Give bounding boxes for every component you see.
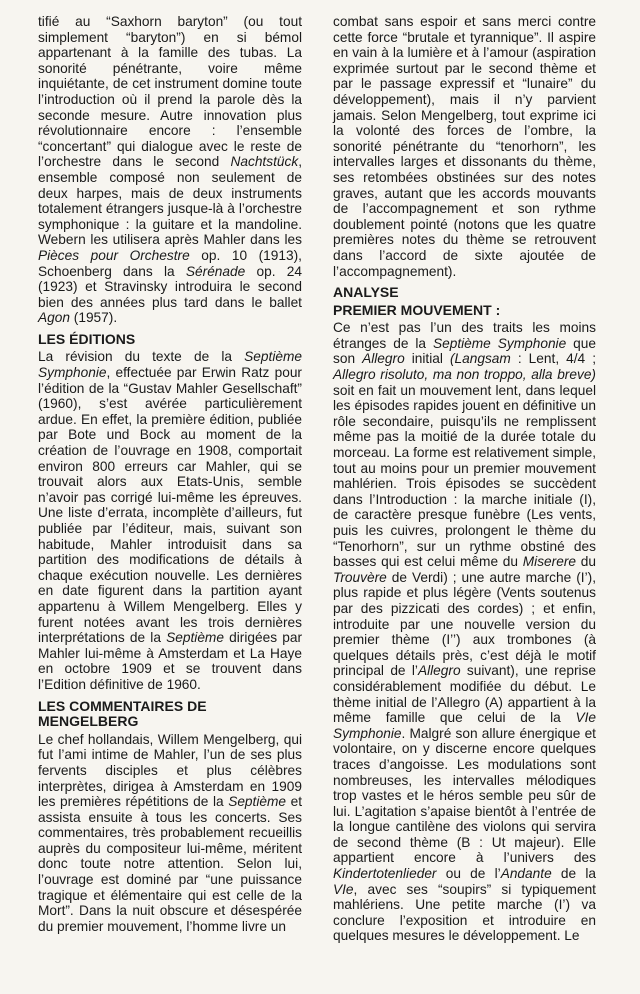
paragraph-editions: La révision du texte de la Septième Symphonie, effectuée par Erwin Ratz pour l’édition de la “Gustav Mahler Gesellschaft” (1960), s’est avérée particulièrement ardue. En effet, la première édition, publiée par Bote und Bock au moment de la création de l’ouvrage en 1908, comportait environ 800 erreurs car Mahler, qui se trouvait alors aux Etats-Unis, semble n’avoir pas corrigé lui-même les épreuves. Une liste d’errata, incomplète d’ailleurs, fut publiée par l’éditeur, mais, suivant son habitude, Mahler introduisit dans sa partition des modifications de détails à chaque exécution nouvelle. Les dernières en date figurent dans la partition ayant appartenu à Willem Mengelberg. Elles y furent notées avant les trois dernières interprétations de la Septième dirigées par Mahler lui-même à Amsterdam et La Haye en octobre 1909 et se trouvent dans l’Edition définitive de 1960. [38, 349, 302, 692]
heading-commentaires: LES COMMENTAIRES DE MENGELBERG [38, 697, 207, 730]
paragraph-premier-mouvement: Ce n’est pas l’un des traits les moins étranges de la Septième Symphonie que son Allegro initial (Langsam : Lent, 4/4 ; Allegro risoluto, ma non troppo, alla breve) soit en fait un mouvement lent, dans lequel les épisodes rapides jouent en définitive un rôle secondaire, puisqu’ils ne remplissent même pas la moitié de la durée totale du morceau. La forme est relativement simple, tout au moins pour un premier mouvement mahlérien. Trois épisodes se succèdent dans l’Introduction : la marche initiale (I), de caractère presque funèbre (Les vents, puis les cuivres, prolongent le thème du “Tenorhorn”, sur un rythme obstiné des basses qui est celui même du Miserere du Trouvère de Verdi) ; une autre marche (I’), plus rapide et plus légère (Vents soutenus par des pizzicati des cordes) ; et enfin, introduite par une nouvelle version du premier thème (I’’) aux trombones (à quelques détails près, c’est déjà le motif principal de l’Allegro suivant), une reprise considérablement modifiée du début. Le thème initial de l’Allegro (A) appartient à la même famille que celui de la VIe Symphonie. Malgré son allure énergique et volontaire, on y discerne encore quelques traces d’angoisse. Les modulations sont nombreuses, les intervalles mélodiques trop vastes et le héros semble peu sûr de lui. L’agitation s’apaise bientôt à l’entrée de la longue cantilène des violons qui servira de second thème (B : Ut majeur). Elle appartient encore à l’univers des Kindertotenlieder ou de l’Andante de la VIe, avec ses “soupirs” si typiquement mahlériens. Une petite marche (I’) va conclure l’exposition et introduire en quelques mesures le développement. Le [333, 320, 597, 944]
heading-premier-mouvement: PREMIER MOUVEMENT : [333, 301, 501, 318]
paragraph-mengelberg-continued: combat sans espoir et sans merci contre cette force “brutale et tyrannique”. Il aspire en vain à la lumière et à l’amour (aspiration exprimée surtout par le second thème et par le passage expressif et “lunaire” du développement), mais il n’y parvient jamais. Selon Mengelberg, tout exprime ici la volonté des forces de l’ombre, la sonorité pénétrante du “tenorhorn”, les intervalles larges et dissonants du thème, ses retombées obstinées sur des notes graves, autant que les accords mouvants de l’accompagnement et son rythme doublement pointé (notons que les quatre premières notes du thème se retrouvent dans l’accord de sixte ajoutée de l’accompagnement). [333, 14, 596, 279]
left-column [38, 14, 302, 934]
heading-analyse: ANALYSE [333, 284, 399, 301]
heading-editions: LES ÉDITIONS [38, 330, 136, 347]
paragraph-commentaires: Le chef hollandais, Willem Mengelberg, qui fut l’ami intime de Mahler, l’un de ses plus fervents disciples et plus célèbres interprètes, dirigea à Amsterdam en 1909 les premières répétitions de la Septième et assista ensuite à tous les concerts. Ses commentaires, très probablement recueillis auprès du compositeur lui-même, méritent donc toute notre attention. Selon lui, l’ouvrage est dominé par “une puissance tragique et élémentaire qui est celle de la Mort”. Dans la nuit obscure et désespérée du premier mouvement, l’homme livre un [38, 731, 302, 934]
paragraph-instrumentation: tifié au “Saxhorn baryton” (ou tout simplement “baryton”) en si bémol appartenant à la famille des tubas. La sonorité pénétrante, voire même inquiétante, de cet instrument domine toute l’introduction où il prend la parole dès la seconde mesure. Autre innovation plus révolutionnaire encore : l’ensemble “concertant” qui dialogue avec le reste de l’orchestre dans le second Nachtstück, ensemble composé non seulement de deux harpes, mais de deux instruments totalement étrangers jusque-là à l’orchestre symphonique : la guitare et la mandoline. Webern les utilisera après Mahler dans les Pièces pour Orchestre op. 10 (1913), Schoenberg dans la Sérénade op. 24 (1923) et Stravinsky introduira le second bien des années plus tard dans le ballet Agon (1957). [38, 14, 303, 326]
right-column [333, 14, 596, 944]
